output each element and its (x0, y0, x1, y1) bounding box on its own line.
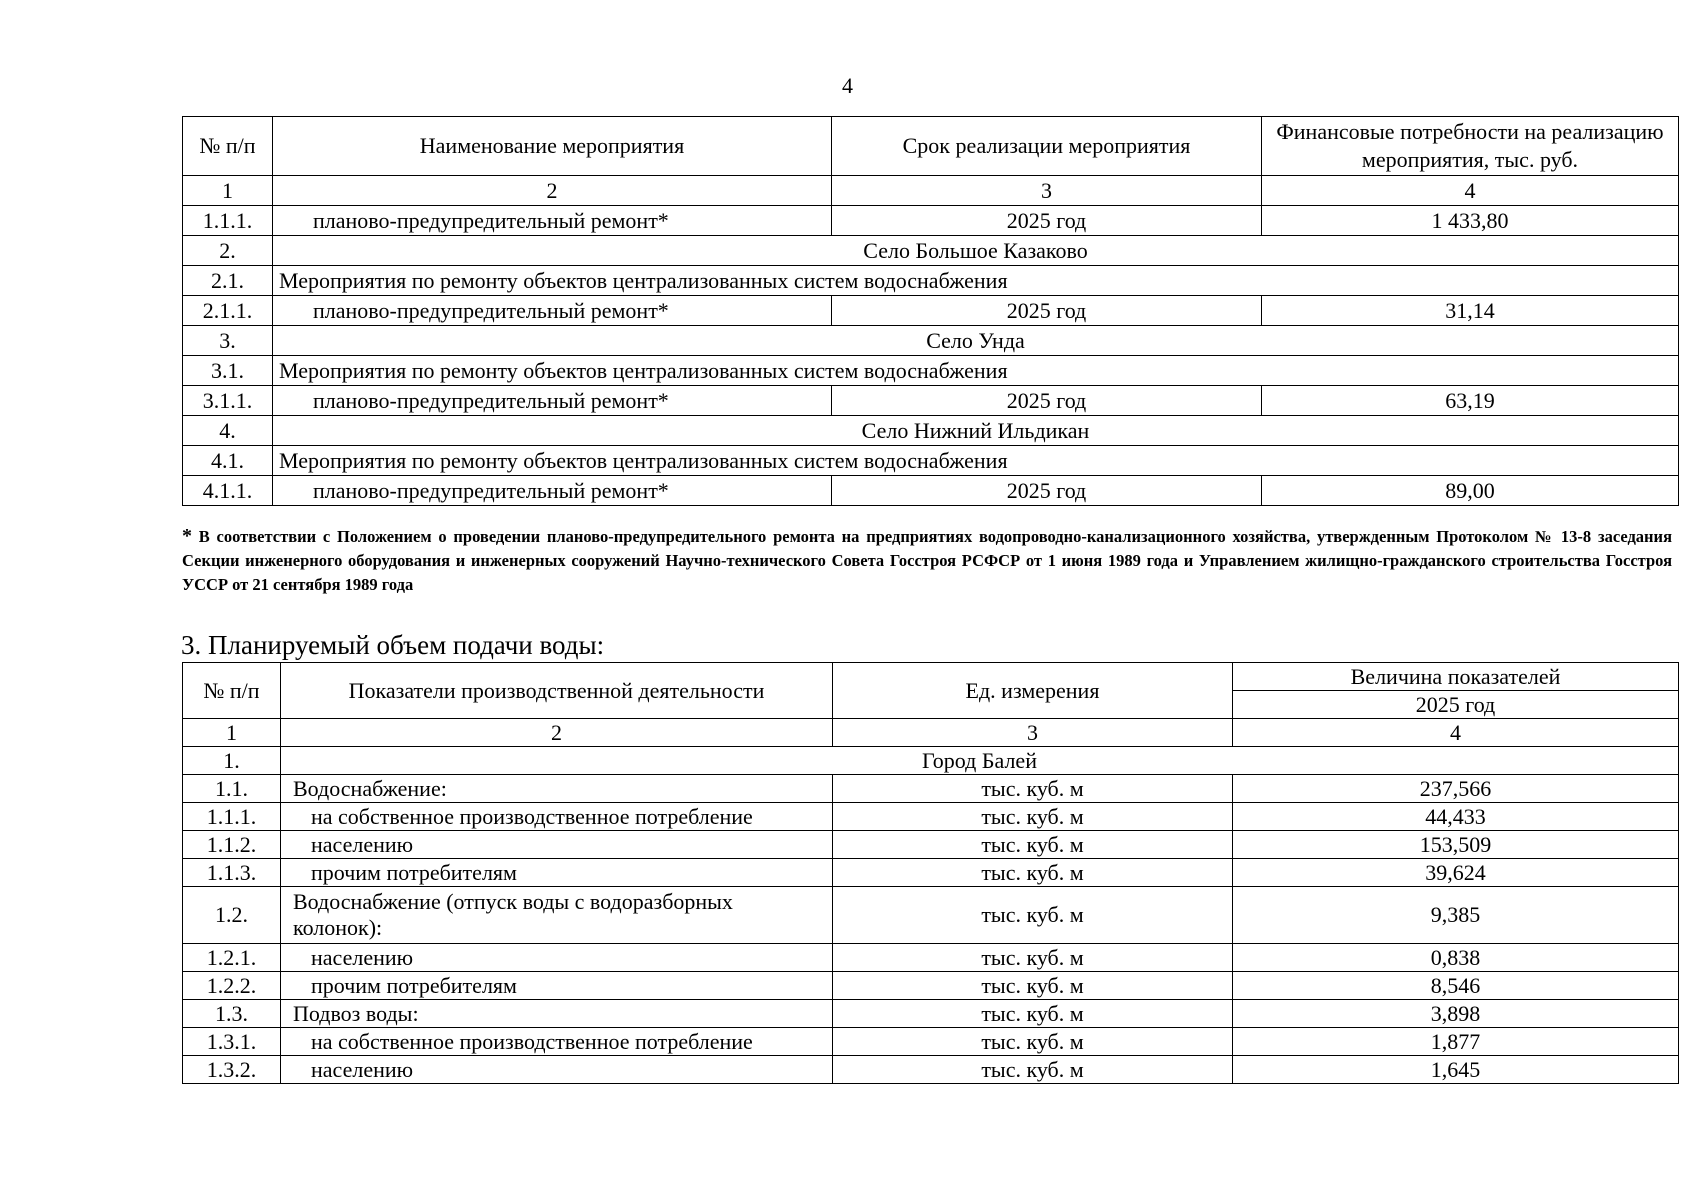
table-row (183, 944, 1679, 972)
row-term: 2025 год (832, 296, 1262, 326)
row-num: 4. (183, 416, 273, 446)
header-num: № п/п (183, 117, 273, 176)
footnote-star: * (182, 525, 192, 547)
row-value: 39,624 (1233, 859, 1679, 887)
row-name: на собственное производственное потребление (281, 803, 833, 831)
table-row (183, 1000, 1679, 1028)
row-name: Водоснабжение (отпуск воды с водоразборных колонок): (281, 887, 833, 944)
row-unit: тыс. куб. м (833, 887, 1233, 944)
colnum: 1 (183, 719, 281, 747)
row-num: 3.1.1. (183, 386, 273, 416)
colnum: 2 (273, 176, 832, 206)
footnote (182, 524, 1672, 597)
column-numbers-row (183, 719, 1679, 747)
row-name: прочим потребителям (281, 972, 833, 1000)
row-num: 1.1.1. (183, 206, 273, 236)
page-number: 4 (842, 73, 853, 98)
row-value: 1,645 (1233, 1056, 1679, 1084)
table-header-row (183, 663, 1679, 691)
row-num: 1.3.2. (183, 1056, 281, 1084)
row-unit: тыс. куб. м (833, 775, 1233, 803)
header-num: № п/п (183, 663, 281, 719)
section-title: Село Нижний Ильдикан (273, 416, 1679, 446)
header-year: 2025 год (1233, 691, 1679, 719)
row-unit: тыс. куб. м (833, 803, 1233, 831)
header-finance: Финансовые потребности на реализацию мероприятия, тыс. руб. (1262, 117, 1679, 176)
row-num: 1.1.3. (183, 859, 281, 887)
row-name: населению (281, 944, 833, 972)
row-name: прочим потребителям (281, 859, 833, 887)
section-row (183, 416, 1679, 446)
subsection-row (183, 356, 1679, 386)
row-num: 1.2. (183, 887, 281, 944)
row-name: планово-предупредительный ремонт* (273, 206, 832, 236)
row-name: Подвоз воды: (281, 1000, 833, 1028)
row-value: 153,509 (1233, 831, 1679, 859)
header-term: Срок реализации мероприятия (832, 117, 1262, 176)
water-supply-table (182, 662, 1679, 1084)
table-row (183, 859, 1679, 887)
section-row (183, 326, 1679, 356)
colnum: 3 (833, 719, 1233, 747)
row-term: 2025 год (832, 206, 1262, 236)
row-name: планово-предупредительный ремонт* (273, 296, 832, 326)
row-name: на собственное производственное потребление (281, 1028, 833, 1056)
row-term: 2025 год (832, 386, 1262, 416)
city-title: Город Балей (281, 747, 1679, 775)
colnum: 2 (281, 719, 833, 747)
subsection-row (183, 446, 1679, 476)
row-num: 2.1.1. (183, 296, 273, 326)
table-row (183, 887, 1679, 944)
row-num: 4.1. (183, 446, 273, 476)
row-term: 2025 год (832, 476, 1262, 506)
subsection-title: Мероприятия по ремонту объектов централизованных систем водоснабжения (273, 266, 1679, 296)
row-unit: тыс. куб. м (833, 944, 1233, 972)
table-row (183, 831, 1679, 859)
row-value: 1 433,80 (1262, 206, 1679, 236)
row-name: населению (281, 1056, 833, 1084)
row-num: 1.3.1. (183, 1028, 281, 1056)
table-row (183, 1056, 1679, 1084)
table-row (183, 476, 1679, 506)
table-row (183, 803, 1679, 831)
table-header-row (183, 117, 1679, 176)
table-row (183, 386, 1679, 416)
row-unit: тыс. куб. м (833, 1056, 1233, 1084)
section-title: Село Большое Казаково (273, 236, 1679, 266)
subsection-title: Мероприятия по ремонту объектов централизованных систем водоснабжения (273, 446, 1679, 476)
row-value: 44,433 (1233, 803, 1679, 831)
row-unit: тыс. куб. м (833, 859, 1233, 887)
row-num: 1.1.2. (183, 831, 281, 859)
table-row (183, 972, 1679, 1000)
section-title-water-supply: 3. Планируемый объем подачи воды: (181, 630, 605, 660)
table-row (183, 1028, 1679, 1056)
row-num: 1.2.2. (183, 972, 281, 1000)
row-value: 63,19 (1262, 386, 1679, 416)
table-row (183, 206, 1679, 236)
header-indicator: Показатели производственной деятельности (281, 663, 833, 719)
row-value: 8,546 (1233, 972, 1679, 1000)
section-title: Село Унда (273, 326, 1679, 356)
row-num: 3. (183, 326, 273, 356)
row-value: 3,898 (1233, 1000, 1679, 1028)
subsection-title: Мероприятия по ремонту объектов централизованных систем водоснабжения (273, 356, 1679, 386)
row-value: 237,566 (1233, 775, 1679, 803)
header-unit: Ед. измерения (833, 663, 1233, 719)
colnum: 4 (1262, 176, 1679, 206)
table-row (183, 296, 1679, 326)
row-num: 2. (183, 236, 273, 266)
row-num: 1.1.1. (183, 803, 281, 831)
row-num: 3.1. (183, 356, 273, 386)
row-name: Водоснабжение: (281, 775, 833, 803)
row-num: 1.1. (183, 775, 281, 803)
row-value: 0,838 (1233, 944, 1679, 972)
table-row (183, 775, 1679, 803)
row-num: 1. (183, 747, 281, 775)
header-name: Наименование мероприятия (273, 117, 832, 176)
row-value: 89,00 (1262, 476, 1679, 506)
header-value: Величина показателей (1233, 663, 1679, 691)
row-name: планово-предупредительный ремонт* (273, 386, 832, 416)
row-unit: тыс. куб. м (833, 831, 1233, 859)
section-row (183, 236, 1679, 266)
row-unit: тыс. куб. м (833, 972, 1233, 1000)
row-num: 2.1. (183, 266, 273, 296)
row-name: населению (281, 831, 833, 859)
row-unit: тыс. куб. м (833, 1000, 1233, 1028)
section-row (183, 747, 1679, 775)
colnum: 4 (1233, 719, 1679, 747)
row-name: планово-предупредительный ремонт* (273, 476, 832, 506)
footnote-text: В соответствии с Положением о проведении планово-предупредительного ремонта на предприятиях водопроводно-канализационного хозяйства, утвержденным Протоколом № 13-8 заседания Секции инженерного оборудования и инженерных сооружений Научно-технического Совета Госстроя РСФСР от 1 июня 1989 года и Управлением жилищно-гражданского строительства Госстроя УССР от 21 сентября 1989 года (182, 527, 1672, 594)
row-num: 1.2.1. (183, 944, 281, 972)
subsection-row (183, 266, 1679, 296)
column-numbers-row (183, 176, 1679, 206)
row-unit: тыс. куб. м (833, 1028, 1233, 1056)
row-value: 31,14 (1262, 296, 1679, 326)
row-num: 1.3. (183, 1000, 281, 1028)
colnum: 3 (832, 176, 1262, 206)
measures-table (182, 116, 1679, 506)
row-value: 1,877 (1233, 1028, 1679, 1056)
row-num: 4.1.1. (183, 476, 273, 506)
colnum: 1 (183, 176, 273, 206)
row-value: 9,385 (1233, 887, 1679, 944)
